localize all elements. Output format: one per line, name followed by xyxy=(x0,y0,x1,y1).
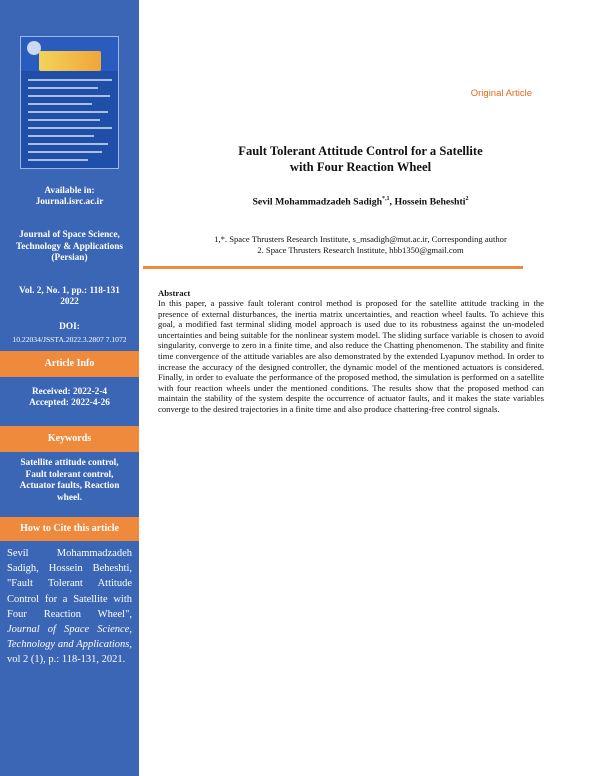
received-date: Received: 2022-2-4 xyxy=(31,387,108,397)
title-line-1: Fault Tolerant Attitude Control for a Satellite xyxy=(238,144,483,158)
author-1-affiliation-mark: *,1 xyxy=(382,196,390,202)
available-label: Available in: xyxy=(44,186,95,196)
doi-value[interactable]: 10.22034/JSSTA.2022.3.2807 7.1072 xyxy=(12,335,127,344)
article-info-heading: Article Info xyxy=(0,351,139,377)
paper-title xyxy=(158,143,563,175)
author-list xyxy=(158,196,563,207)
journal-url[interactable]: Journal.isrc.ac.ir xyxy=(35,197,104,207)
author-1: Sevil Mohammadzadeh Sadigh xyxy=(252,196,383,208)
left-sidebar xyxy=(0,0,139,776)
keywords-list: Satellite attitude control, Fault tolerant control, Actuator faults, Reaction wheel. xyxy=(19,458,120,503)
journal-name: Journal of Space Science, Technology & Applications (Persian) xyxy=(15,230,124,263)
citation-journal: Journal of Space Science, Technology and Applications xyxy=(7,624,132,651)
volume-pages: Vol. 2, No. 1, pp.: 118-131 xyxy=(19,286,120,296)
doi-label: DOI: xyxy=(59,322,80,332)
accepted-date: Accepted: 2022-4-26 xyxy=(29,398,110,408)
affiliations xyxy=(158,234,563,256)
how-to-cite-heading: How to Cite this article xyxy=(0,517,139,541)
affiliation-2: 2. Space Thrusters Research Institute, hbb1350@gmail.com xyxy=(257,245,464,255)
author-separator: , xyxy=(389,196,395,208)
journal-cover-image xyxy=(20,36,119,169)
title-line-2: with Four Reaction Wheel xyxy=(289,160,432,174)
article-type-label: Original Article xyxy=(470,88,532,99)
author-2-affiliation-mark: 2 xyxy=(465,196,469,202)
abstract-text: In this paper, a passive fault tolerant control method is proposed for the satellite attitude tracking in the presence of external disturbances, the inertia matrix uncertainties, and reaction wheel faults. To achieve this goal, a modified fast terminal sliding model approach is used due to its robustness against the un-modeled uncertainties and being suitable for the nonlinear system model. The sliding surface variable is chosen to avoid singularity, converge to zero in a finite time, and also reduce the Chatting phenomenon. The stability and finite time convergence of the attitude variables are also demonstrated by the extended Lyapunov method. In order to increase the accuracy of the designed controller, the dynamic model of the mentioned actuators is considered. Finally, in order to evaluate the performance of the proposed method, the simulation is performed on a satellite with four reaction wheels under the mentioned conditions. The results show that the proposed method can maintain the stability of the system despite the occurrence of actuator faults, and it makes the state variables converge to the desired trajectories in a finite time and also produce chattering-free control signals. xyxy=(158,298,544,414)
citation-details: , vol 2 (1), p.: 118-131, 2021. xyxy=(7,639,132,666)
citation-authors: Sevil Mohammadzadeh Sadigh, Hossein Beheshti, "Fault Tolerant Attitude Control for a Satellite with Four Reaction Wheel", xyxy=(7,548,132,620)
author-2: Hossein Beheshti xyxy=(394,196,466,208)
citation-text xyxy=(7,546,132,668)
affiliation-1: 1,*. Space Thrusters Research Institute, s_msadigh@mut.ac.ir, Corresponding author xyxy=(214,234,507,244)
abstract-heading: Abstract xyxy=(158,288,191,298)
section-divider xyxy=(143,266,523,269)
keywords-heading: Keywords xyxy=(0,426,139,452)
publication-year: 2022 xyxy=(60,297,79,307)
